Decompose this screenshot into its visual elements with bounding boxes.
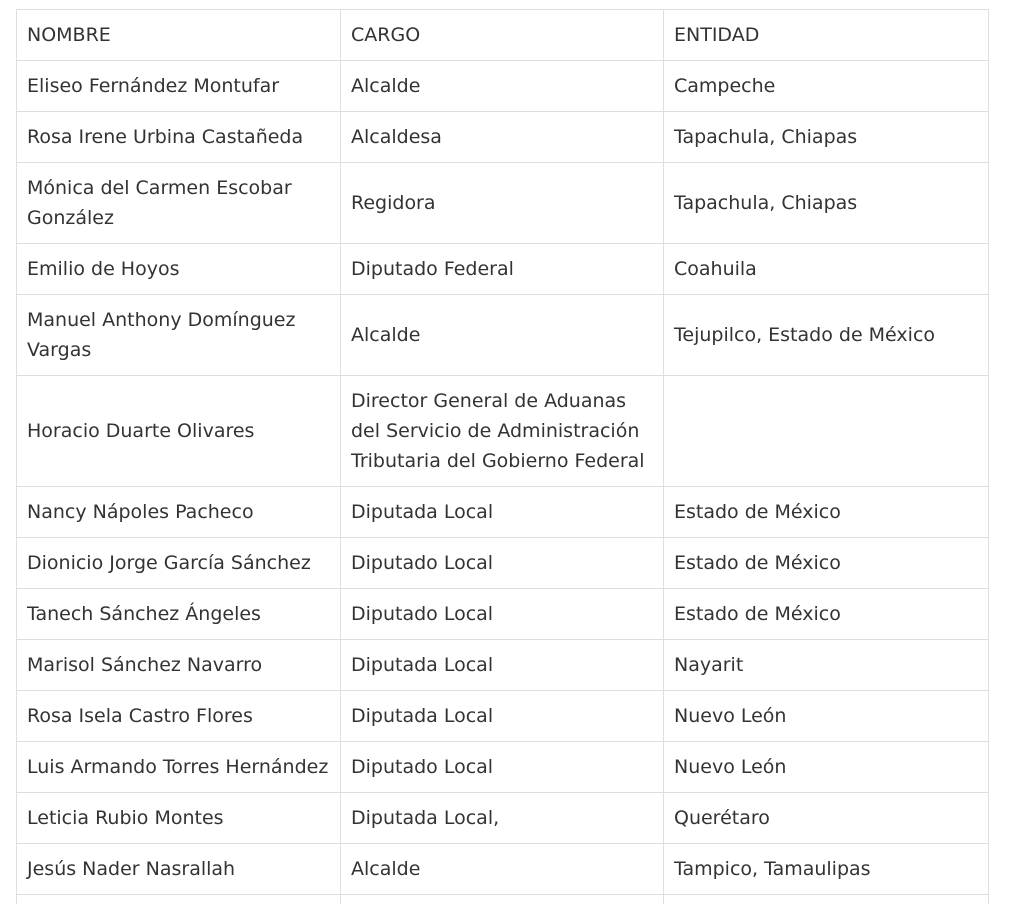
header-cargo: CARGO bbox=[341, 10, 664, 61]
cell-cargo: Diputado Federal bbox=[341, 244, 664, 295]
cell-entidad: Nuevo León bbox=[664, 742, 989, 793]
cell-nombre: Emilio de Hoyos bbox=[17, 244, 341, 295]
header-nombre: NOMBRE bbox=[17, 10, 341, 61]
cell-cargo: Diputada Local bbox=[341, 691, 664, 742]
table-row bbox=[17, 112, 989, 163]
cell-empty bbox=[17, 895, 341, 904]
cell-empty bbox=[664, 895, 989, 904]
table-row bbox=[17, 589, 989, 640]
cell-nombre: Leticia Rubio Montes bbox=[17, 793, 341, 844]
officials-table bbox=[16, 9, 989, 904]
cell-cargo: Diputado Local bbox=[341, 589, 664, 640]
table-row bbox=[17, 295, 989, 376]
table-row bbox=[17, 61, 989, 112]
cell-nombre: Nancy Nápoles Pacheco bbox=[17, 487, 341, 538]
cell-entidad: Tapachula, Chiapas bbox=[664, 163, 989, 244]
cell-cargo: Alcalde bbox=[341, 844, 664, 895]
cell-entidad bbox=[664, 376, 989, 487]
table-row bbox=[17, 844, 989, 895]
table-row bbox=[17, 244, 989, 295]
table-row bbox=[17, 742, 989, 793]
table-row bbox=[17, 538, 989, 589]
cell-entidad: Coahuila bbox=[664, 244, 989, 295]
table-row bbox=[17, 163, 989, 244]
table-row-cutoff bbox=[17, 895, 989, 904]
cell-entidad: Querétaro bbox=[664, 793, 989, 844]
cell-nombre: Tanech Sánchez Ángeles bbox=[17, 589, 341, 640]
cell-nombre: Horacio Duarte Olivares bbox=[17, 376, 341, 487]
cell-entidad: Nayarit bbox=[664, 640, 989, 691]
table-row bbox=[17, 376, 989, 487]
cell-cargo: Alcalde bbox=[341, 61, 664, 112]
cell-cargo: Diputada Local bbox=[341, 487, 664, 538]
cell-entidad: Tampico, Tamaulipas bbox=[664, 844, 989, 895]
cell-cargo: Diputado Local bbox=[341, 538, 664, 589]
table-row bbox=[17, 487, 989, 538]
header-entidad: ENTIDAD bbox=[664, 10, 989, 61]
cell-nombre: Dionicio Jorge García Sánchez bbox=[17, 538, 341, 589]
cell-cargo: Diputada Local bbox=[341, 640, 664, 691]
cell-empty bbox=[341, 895, 664, 904]
cell-cargo: Regidora bbox=[341, 163, 664, 244]
cell-cargo: Alcalde bbox=[341, 295, 664, 376]
cell-cargo: Diputado Local bbox=[341, 742, 664, 793]
cell-cargo: Alcaldesa bbox=[341, 112, 664, 163]
table-row bbox=[17, 793, 989, 844]
cell-entidad: Tapachula, Chiapas bbox=[664, 112, 989, 163]
table-header-row bbox=[17, 10, 989, 61]
cell-entidad: Nuevo León bbox=[664, 691, 989, 742]
cell-nombre: Mónica del Carmen Escobar González bbox=[17, 163, 341, 244]
cell-nombre: Jesús Nader Nasrallah bbox=[17, 844, 341, 895]
cell-nombre: Eliseo Fernández Montufar bbox=[17, 61, 341, 112]
cell-entidad: Estado de México bbox=[664, 589, 989, 640]
cell-entidad: Estado de México bbox=[664, 538, 989, 589]
cell-entidad: Tejupilco, Estado de México bbox=[664, 295, 989, 376]
cell-nombre: Rosa Irene Urbina Castañeda bbox=[17, 112, 341, 163]
cell-nombre: Marisol Sánchez Navarro bbox=[17, 640, 341, 691]
table-row bbox=[17, 691, 989, 742]
cell-nombre: Rosa Isela Castro Flores bbox=[17, 691, 341, 742]
table-row bbox=[17, 640, 989, 691]
cell-entidad: Estado de México bbox=[664, 487, 989, 538]
cell-nombre: Luis Armando Torres Hernández bbox=[17, 742, 341, 793]
cell-nombre: Manuel Anthony Domínguez Vargas bbox=[17, 295, 341, 376]
cell-entidad: Campeche bbox=[664, 61, 989, 112]
cell-cargo: Director General de Aduanas del Servicio de Administración Tributaria del Gobierno Federal bbox=[341, 376, 664, 487]
cell-cargo: Diputada Local, bbox=[341, 793, 664, 844]
